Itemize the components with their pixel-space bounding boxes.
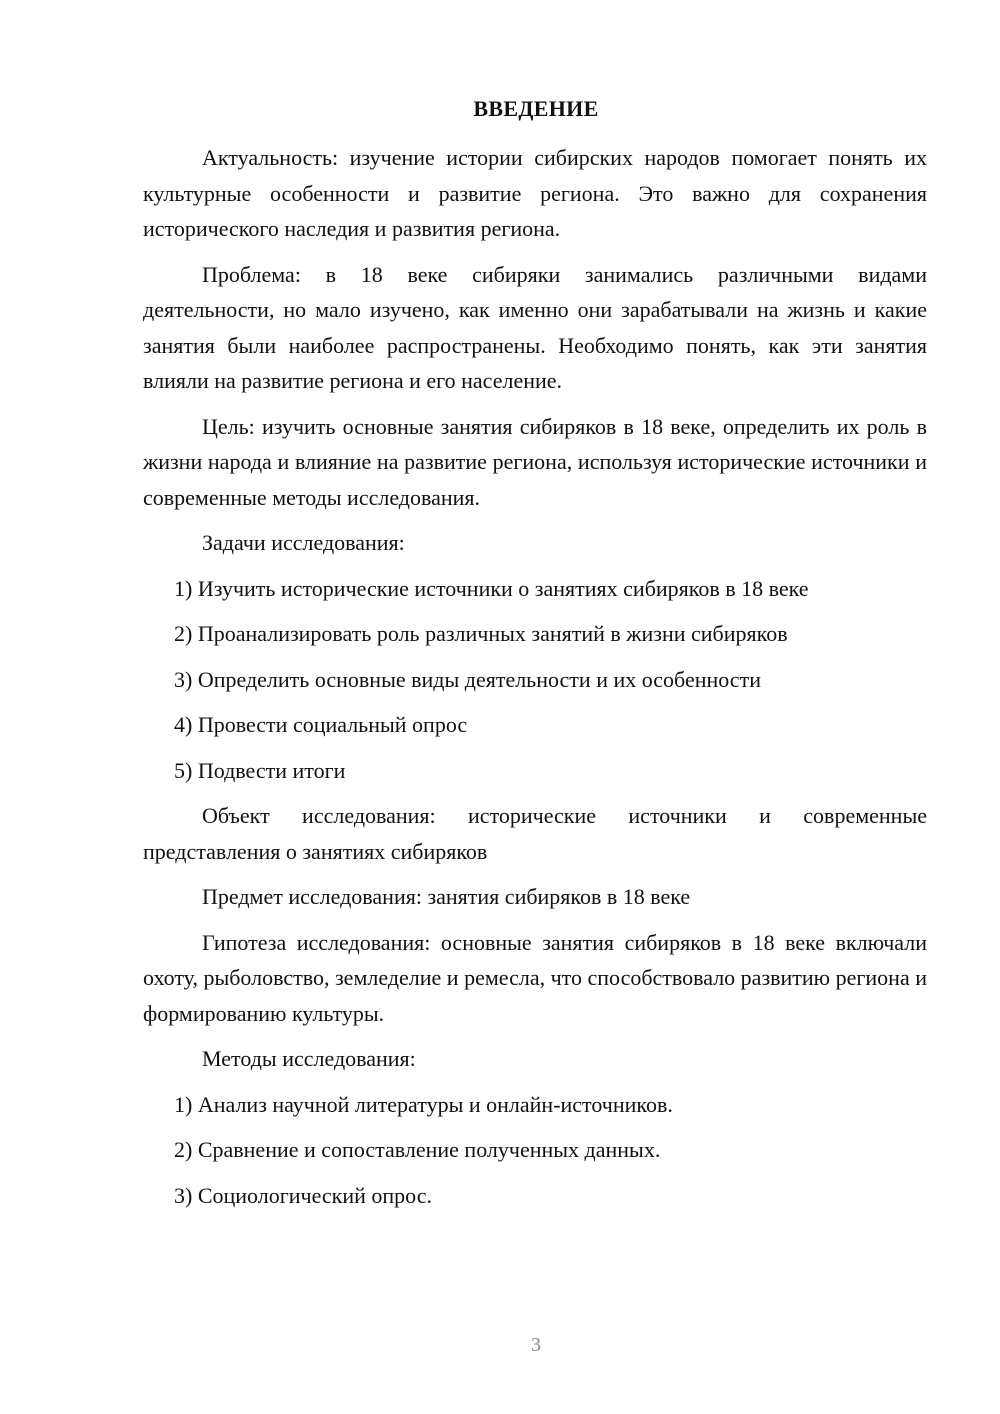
relevance-paragraph: Актуальность: изучение истории сибирских народов помогает понять их культурные особенности и развитие региона. Это важно для сохранения исторического наследия и развития региона. <box>143 145 927 241</box>
goal-paragraph: Цель: изучить основные занятия сибиряков в 18 веке, определить их роль в жизни народа и влияние на развитие региона, используя исторические источники и современные методы исследования. <box>143 413 927 510</box>
tasks-list <box>143 571 927 789</box>
method-item: 1) Анализ научной литературы и онлайн-источников. <box>174 1091 673 1117</box>
methods-list <box>143 1087 927 1214</box>
method-item: 2) Сравнение и сопоставление полученных данных. <box>174 1137 661 1162</box>
task-item: 5) Подвести итоги <box>174 757 346 783</box>
task-item: 1) Изучить исторические источники о занятиях сибиряков в 18 веке <box>174 575 809 601</box>
document-body <box>143 140 927 1223</box>
task-item: 4) Провести социальный опрос <box>174 712 468 737</box>
methods-heading: Методы исследования: <box>202 1046 416 1071</box>
page-number: 3 <box>531 1334 541 1356</box>
subject-paragraph: Предмет исследования: занятия сибиряков в 18 веке <box>202 884 691 909</box>
tasks-heading: Задачи исследования: <box>202 530 405 555</box>
task-item: 3) Определить основные виды деятельности и их особенности <box>174 666 761 692</box>
task-item: 2) Проанализировать роль различных занятий в жизни сибиряков <box>174 621 788 646</box>
object-paragraph: Объект исследования: исторические источники и современные представления о занятиях сибиряков <box>143 803 927 864</box>
problem-paragraph: Проблема: в 18 веке сибиряки занимались различными видами деятельности, но мало изучено, как именно они зарабатывали на жизнь и какие занятия были наиболее распространены. Необходимо понять, как эти занятия влияли на развитие региона и его население. <box>143 261 927 393</box>
hypothesis-paragraph: Гипотеза исследования: основные занятия сибиряков в 18 веке включали охоту, рыболовство, земледелие и ремесла, что способствовало развитию региона и формированию культуры. <box>143 929 927 1026</box>
method-item: 3) Социологический опрос. <box>174 1182 432 1208</box>
page-title: ВВЕДЕНИЕ <box>473 96 599 121</box>
